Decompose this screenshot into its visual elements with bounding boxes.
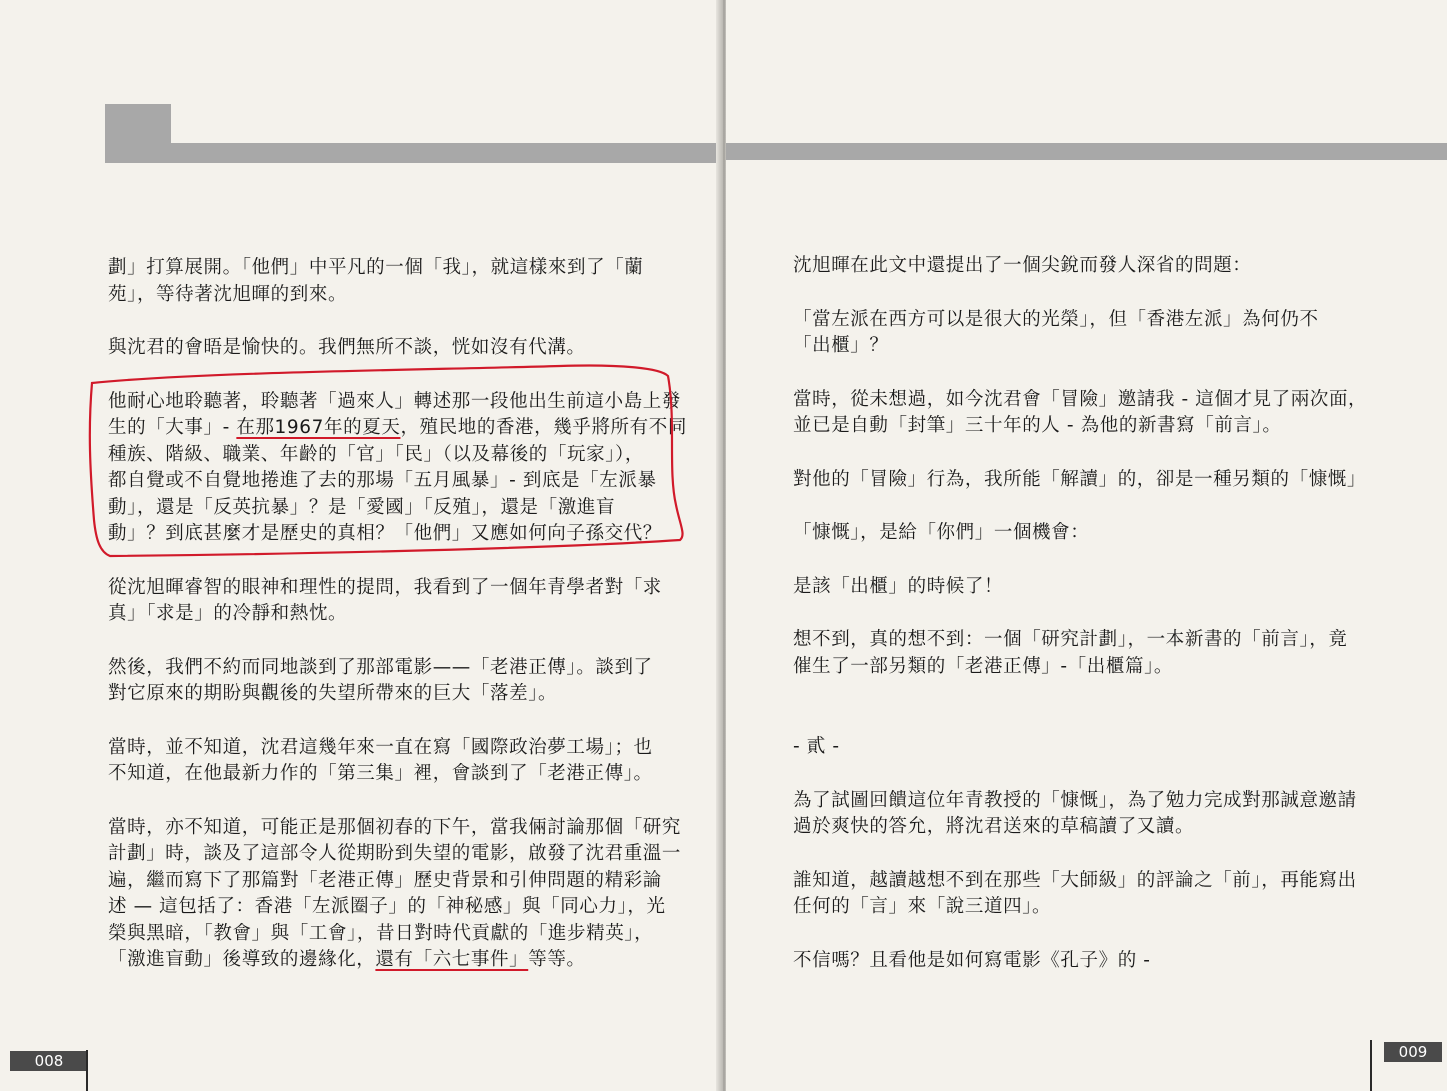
text-line: 動」？到底甚麼才是歷史的真相？「他們」又應如何向子孫交代？ bbox=[108, 523, 662, 544]
text-line: 對他的「冒險」行為，我所能「解讀」的，卻是一種另類的「慷慨」 bbox=[793, 468, 1367, 490]
right-body-text bbox=[793, 253, 1368, 974]
text-line: 種族、階級、職業、年齡的「官」「民」（以及幕後的「玩家」）， bbox=[108, 443, 645, 465]
text-line: 他耐心地聆聽著，聆聽著「過來人」轉述那一段他出生前這小島上發 bbox=[108, 390, 682, 412]
text-line: 計劃」時，談及了這部令人從期盼到失望的電影，啟發了沈君重溫一 bbox=[108, 843, 682, 864]
text-line: 遍，繼而寫下了那篇對「老港正傳」歷史背景和引伸問題的精彩論 bbox=[108, 869, 662, 891]
text-line: 任何的「言」來「說三道四」。 bbox=[793, 896, 1052, 917]
text-line: 與沈君的會晤是愉快的。我們無所不談，恍如沒有代溝。 bbox=[108, 337, 586, 358]
text-line: 當時，亦不知道，可能正是那個初春的下午，當我倆討論那個「研究 bbox=[108, 816, 682, 838]
text-line: 誰知道，越讀越想不到在那些「大師級」的評論之「前」，再能寫出 bbox=[793, 869, 1357, 891]
text-line: 「慷慨」，是給「你們」一個機會： bbox=[793, 522, 1090, 543]
text-line: 苑」，等待著沈旭暉的到來。 bbox=[108, 283, 348, 305]
underlined-phrase-six-seven: 還有「六七事件」 bbox=[375, 949, 529, 970]
text-line: 過於爽快的答允，將沈君送來的草稿讀了又讀。 bbox=[793, 816, 1195, 837]
text-line: 沈旭暉在此文中還提出了一個尖銳而發人深省的問題： bbox=[793, 255, 1252, 276]
page-number: 009 bbox=[1384, 1042, 1442, 1062]
text-line: 劃」打算展開。「他們」中平凡的一個「我」，就這樣來到了「蘭 bbox=[108, 257, 644, 278]
text-line: 想不到，真的想不到：一個「研究計劃」，一本新書的「前言」，竟 bbox=[793, 629, 1348, 650]
text-line: 不信嗎？且看他是如何寫電影《孔子》的 - bbox=[793, 949, 1151, 971]
text-line-with-underline: 「激進盲動」後導致的邊緣化，還有「六七事件」等等。 bbox=[108, 949, 586, 970]
header-band-strip bbox=[726, 143, 1447, 160]
text-line: 「當左派在西方可以是很大的光榮」，但「香港左派」為何仍不 bbox=[793, 308, 1319, 330]
text-line: 為了試圖回饋這位年青教授的「慷慨」，為了勉力完成對那誠意邀請 bbox=[793, 789, 1357, 811]
page-number-rule bbox=[86, 1050, 88, 1091]
text-line: 催生了一部另類的「老港正傳」-「出櫃篇」。 bbox=[793, 655, 1174, 677]
text-line: 然後，我們不約而同地談到了那部電影——「老港正傳」。談到了 bbox=[108, 656, 653, 678]
text-line: 榮與黑暗，「教會」與「工會」，昔日對時代貢獻的「進步精英」， bbox=[108, 922, 654, 944]
header-band-block bbox=[105, 104, 171, 163]
section-marker: - 貳 - bbox=[793, 736, 840, 757]
page-number-rule bbox=[1370, 1040, 1372, 1091]
text-line: 「出櫃」？ bbox=[793, 335, 889, 356]
text-line: 並已是自動「封筆」三十年的人 - 為他的新書寫「前言」。 bbox=[793, 415, 1282, 436]
text-line: 述 — 這包括了：香港「左派圈子」的「神秘感」與「同心力」，光 bbox=[108, 896, 666, 917]
left-page bbox=[0, 0, 722, 1091]
text-line-with-underline: 生的「大事」- 在那1967年的夏天，殖民地的香港，幾乎將所有不同 bbox=[108, 417, 687, 438]
text-line: 動」，還是「反英抗暴」？是「愛國」「反殖」，還是「激進盲 bbox=[108, 496, 616, 518]
text-line: 對它原來的期盼與觀後的失望所帶來的巨大「落差」。 bbox=[108, 683, 558, 704]
header-band-strip bbox=[171, 143, 722, 163]
underlined-phrase-1967: 在那1967年的夏天 bbox=[236, 417, 401, 438]
text-line: 真」「求是」的冷靜和熱忱。 bbox=[108, 603, 348, 624]
left-body-text bbox=[108, 255, 687, 974]
text-line: 不知道，在他最新力作的「第三集」裡，會談到了「老港正傳」。 bbox=[108, 763, 653, 784]
text-line: 當時，並不知道，沈君這幾年來一直在寫「國際政治夢工場」；也 bbox=[108, 736, 653, 758]
text-line: 是該「出櫃」的時候了！ bbox=[793, 575, 1004, 597]
text-line: 都自覺或不自覺地捲進了去的那場「五月風暴」- 到底是「左派暴 bbox=[108, 470, 657, 491]
text-line: 從沈旭暉睿智的眼神和理性的提問，我看到了一個年青學者對「求 bbox=[108, 576, 662, 598]
text-line: 當時，從未想過，如今沈君會「冒險」邀請我 - 這個才見了兩次面， bbox=[793, 388, 1368, 410]
right-page bbox=[726, 0, 1447, 1091]
page-number: 008 bbox=[10, 1051, 88, 1071]
